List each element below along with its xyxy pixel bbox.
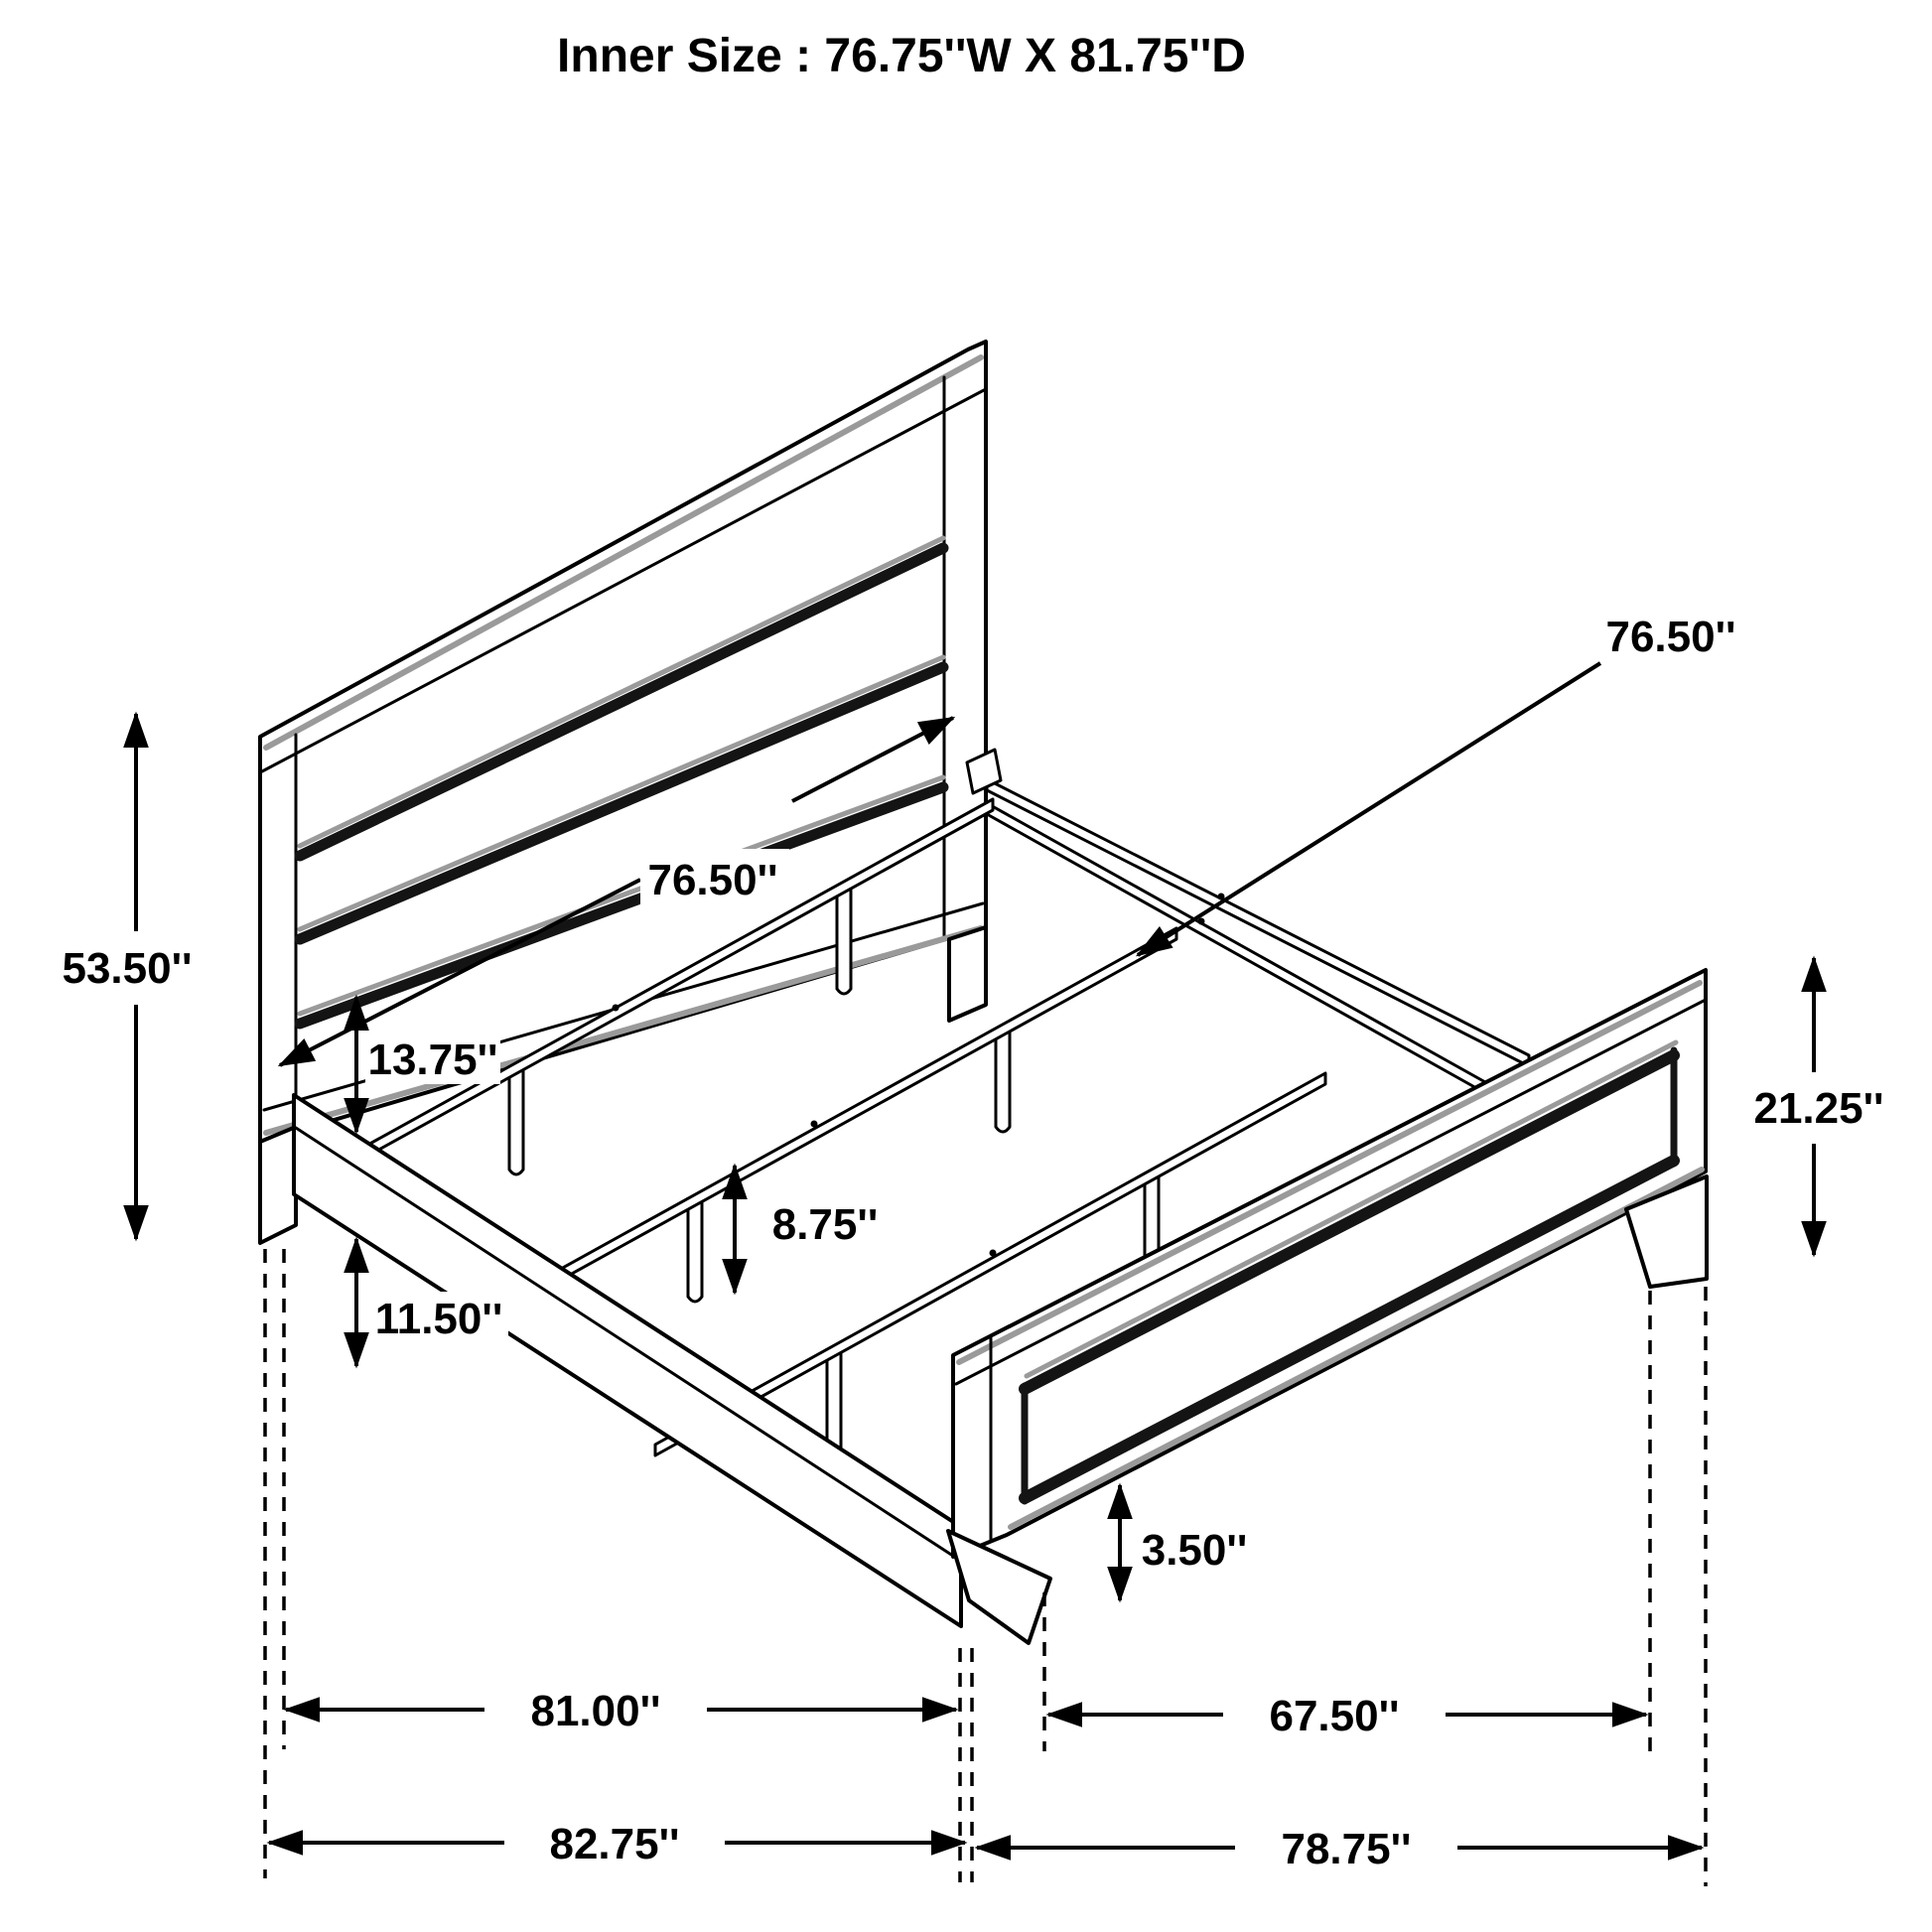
dim-label-inner-length: 81.00'' — [530, 1687, 661, 1735]
right-rail-upper — [987, 779, 1529, 1066]
dim-overall-depth — [269, 1820, 965, 1868]
dim-label-overall-depth: 82.75'' — [549, 1820, 680, 1868]
dim-footboard-clearance — [1120, 1485, 1255, 1600]
dim-label-support-leg-height: 8.75'' — [771, 1200, 879, 1249]
footboard — [948, 970, 1707, 1643]
headboard — [260, 342, 986, 1243]
footboard-left-leg — [948, 1531, 1050, 1643]
bed-frame-drawing — [260, 342, 1707, 1643]
dim-label-footboard-inner-width: 67.50'' — [1269, 1692, 1400, 1740]
dim-label-overall-width: 78.75'' — [1281, 1825, 1412, 1873]
support-leg — [688, 1197, 702, 1302]
support-leg — [509, 1070, 523, 1174]
support-leg — [996, 1028, 1010, 1132]
dim-headboard-height — [35, 714, 223, 1239]
dim-label-headboard-height: 53.50'' — [62, 944, 193, 993]
support-leg — [827, 1348, 841, 1452]
support-leg — [837, 890, 851, 994]
headboard-right-post — [949, 927, 986, 1021]
dim-label-rail-bottom-height: 11.50'' — [374, 1295, 503, 1343]
page-title: Inner Size : 76.75''W X 81.75''D — [557, 30, 1246, 82]
headboard-left-leg — [260, 1127, 296, 1243]
bolt-dot — [1198, 918, 1205, 925]
dim-label-headboard-width: 76.50'' — [647, 856, 778, 904]
dim-footboard-inner-width — [1048, 1692, 1646, 1740]
dim-label-footboard-height: 21.25'' — [1753, 1084, 1884, 1133]
dim-overall-width — [977, 1825, 1702, 1873]
dim-label-slat-rail-length: 76.50'' — [1605, 613, 1736, 661]
bolt-dot — [811, 1121, 818, 1128]
dim-label-rail-top-height: 13.75'' — [367, 1035, 498, 1084]
bolt-dot — [990, 1250, 997, 1257]
side-rail-board — [294, 1095, 961, 1626]
dim-label-footboard-clearance: 3.50'' — [1141, 1526, 1248, 1575]
dim-support-leg-height — [735, 1166, 894, 1293]
side-rail — [294, 1095, 961, 1626]
right-rail-lower — [987, 803, 1494, 1098]
dim-footboard-height — [1731, 958, 1910, 1255]
headboard-panel — [260, 342, 986, 1142]
dim-inner-length — [286, 1687, 956, 1735]
bolt-dot — [613, 1005, 620, 1012]
